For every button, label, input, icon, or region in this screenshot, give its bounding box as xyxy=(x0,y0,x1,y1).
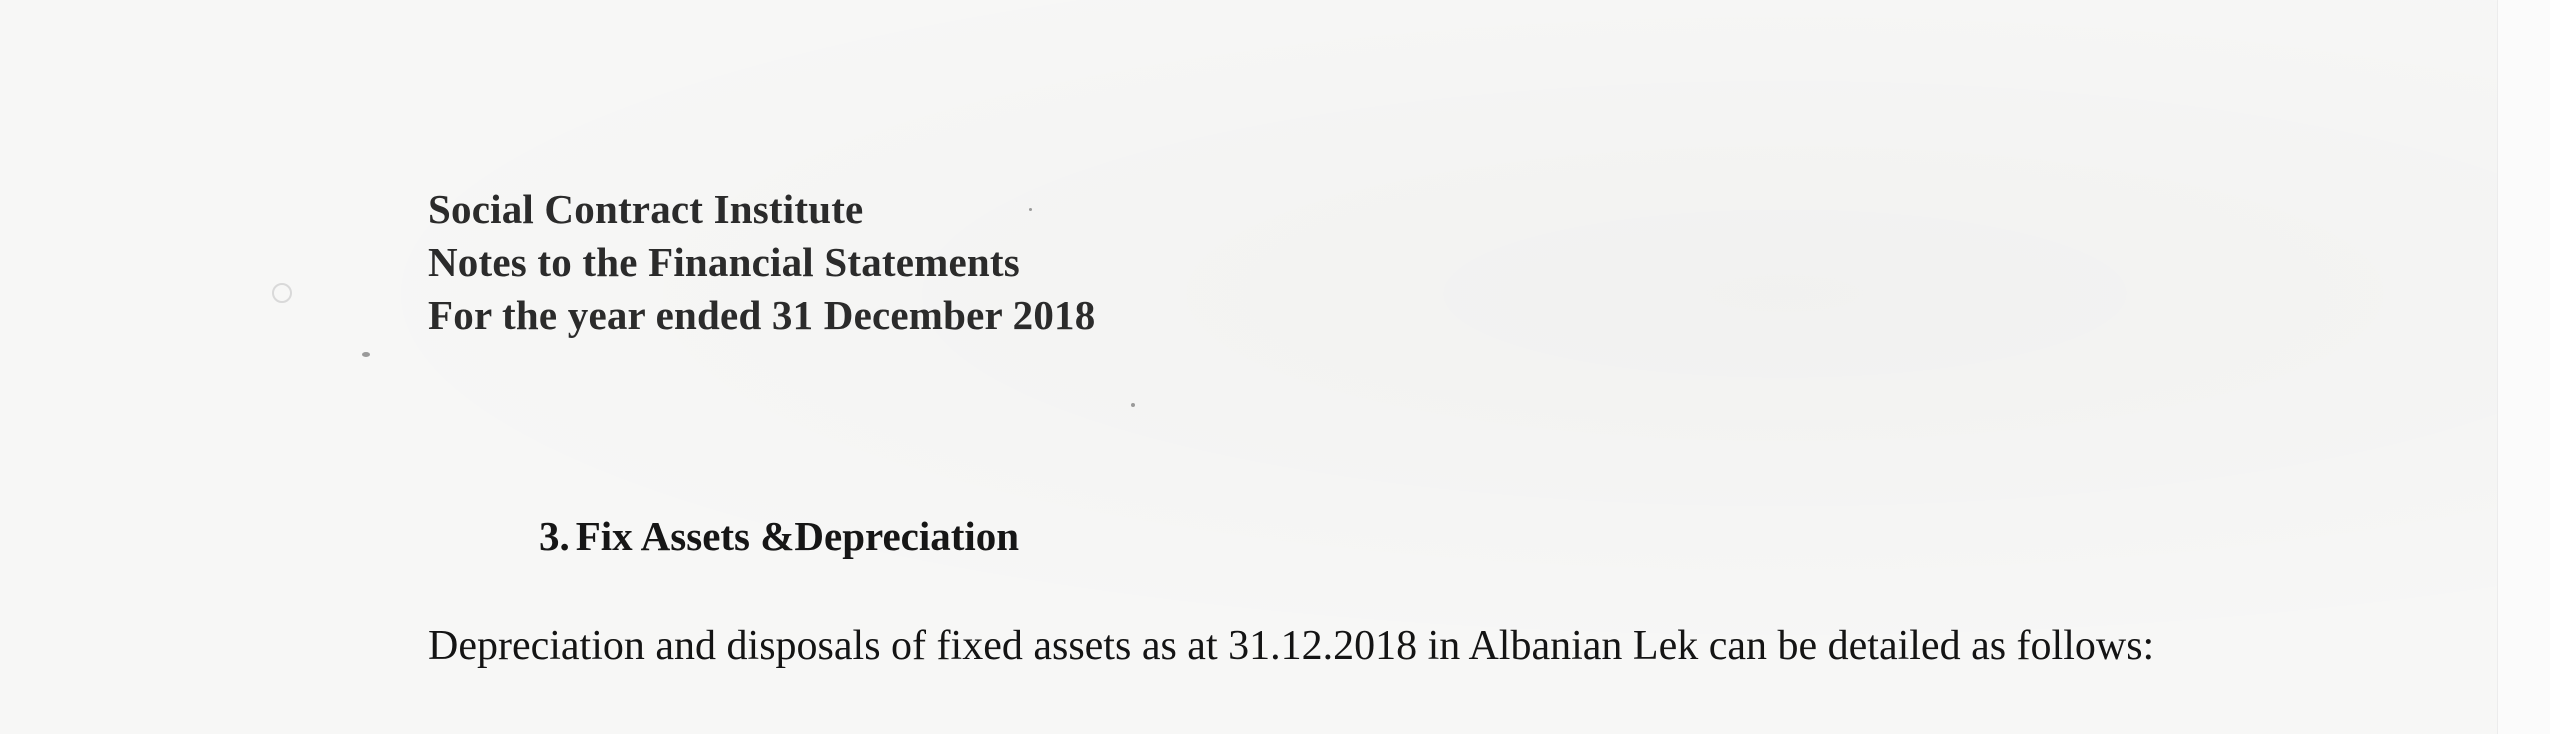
scan-artifact xyxy=(362,352,370,357)
document-header xyxy=(428,183,1095,342)
organization-name: Social Contract Institute xyxy=(428,186,864,232)
section-heading xyxy=(539,510,1019,562)
section-title: Fix Assets &Depreciation xyxy=(575,513,1020,559)
reporting-period: For the year ended 31 December 2018 xyxy=(428,292,1096,338)
section-number: 3. xyxy=(539,513,570,559)
body-paragraph: Depreciation and disposals of fixed assets as at 31.12.2018 in Albanian Lek can be detailed as follows: xyxy=(428,623,2155,669)
document-subtitle: Notes to the Financial Statements xyxy=(428,239,1020,285)
page-edge xyxy=(2497,0,2550,734)
scan-artifact xyxy=(272,283,292,303)
scan-artifact xyxy=(1131,403,1135,407)
